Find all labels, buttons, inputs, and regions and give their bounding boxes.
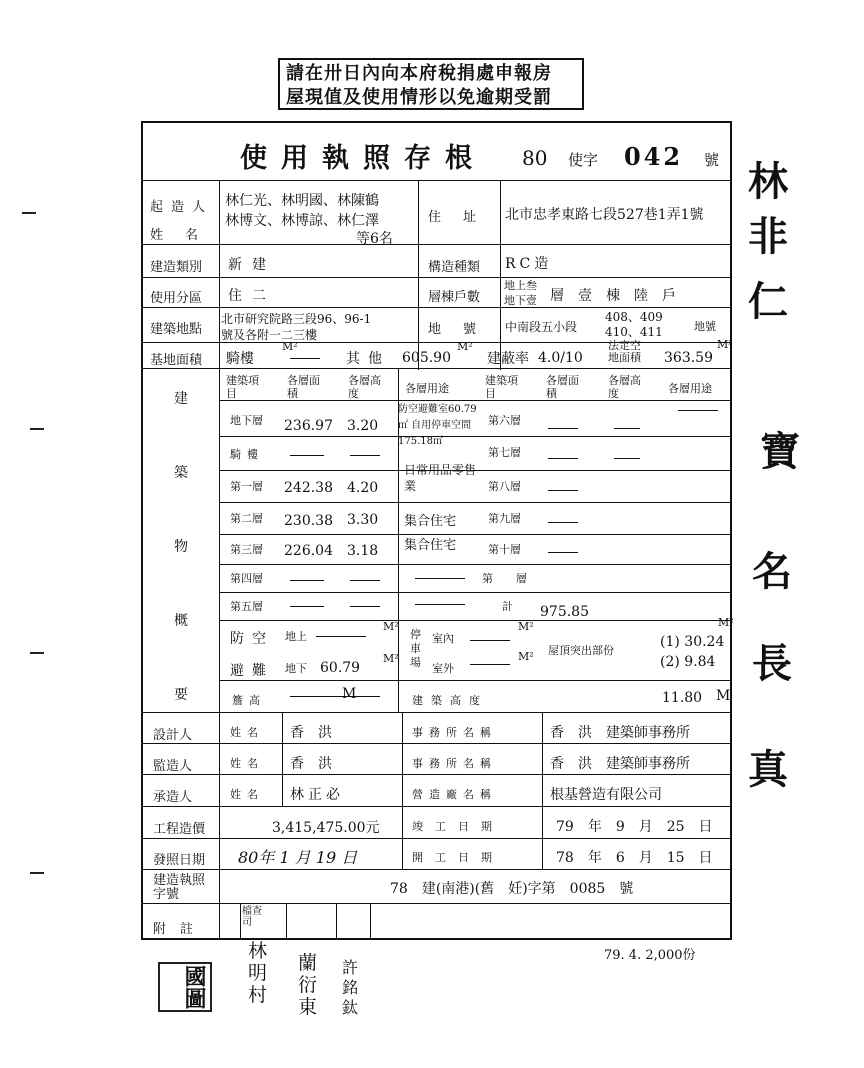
floor-2-height: 3.30 [347,512,379,528]
contractor-name-label: 姓名 [230,788,264,801]
contractor-firm-label: 營造廠名稱 [412,788,497,801]
total-area: 975.85 [540,604,589,620]
floor-arcade-area-blank [290,455,324,456]
section-char-3: 物 [174,539,188,555]
shelter-below-area: 60.79 [320,660,361,676]
sig-section: 蘭衍東 [298,952,318,1018]
floor-10: 第十層 [488,543,521,556]
rule-b6 [219,592,732,593]
shelter-label-2: 避難 [230,663,274,679]
contractor-label: 承造人 [153,790,193,805]
supervisor-name: 香 洪 [290,756,332,772]
contractor-firm: 根基營造有限公司 [550,787,662,803]
rule-header [141,180,732,181]
start-date: 78 年 6 月 15 日 [556,850,713,866]
floor-4-area-blank [290,580,324,581]
floor-basement: 地下層 [230,414,263,427]
floor-3: 第三層 [230,543,263,556]
sig-chief: 林明村 [248,940,268,1006]
parking-indoor-label: 室內 [432,632,454,645]
rule-sig-3 [336,903,337,938]
head-left-area: 各層面積 [287,374,320,400]
permit-type: 使字 [568,151,599,169]
total-label: 計 [502,600,513,613]
shelter-label-1: 防空 [230,631,274,647]
issue-date: 80年 1 月 19 日 [238,848,358,867]
edge-char-4: 寶 [760,428,800,475]
completion-label: 竣工日期 [412,820,504,833]
head-right-height: 各層高度 [608,374,641,400]
floor-6-use-blank [678,410,718,411]
sig-clerk: 許銘鈦 [342,958,359,1017]
edge-char-1: 林 [748,158,788,205]
rule-row2 [141,277,732,278]
section-char-2: 築 [174,465,188,481]
form-print-run: 79. 4. 2,000份 [604,948,696,963]
base-area-label: 基地面積 [150,353,203,368]
floor-2: 第二層 [230,512,263,525]
lot-section: 中南段五小段 [505,320,578,334]
rule-row9 [141,806,732,807]
eave-height-blank [290,696,380,697]
edge-char-7: 真 [748,746,788,793]
coverage-value: 4.0/10 [538,350,583,366]
permit-label: 建造執照字號 [153,873,206,902]
floor-7-height-blank [614,458,640,459]
builder-name-label: 姓名 [150,228,221,243]
margin-mark-1 [22,212,36,214]
designer-label: 設計人 [153,728,193,743]
floors-below: 地下壹 [504,294,537,307]
floor-7-area-blank [548,458,578,459]
parking-outdoor-label: 室外 [432,662,454,675]
address-value: 北市忠孝東路七段527巷1弄1號 [505,207,704,223]
contractor-name: 林正必 [290,787,344,803]
floor-2-use: 集合住宅 [404,514,457,529]
coverage-label: 建蔽率 [487,351,529,367]
floor-basement-use: 防空避難室60.79㎡ 自用停車空間175.18㎡ [398,404,477,447]
section-char-1: 建 [174,391,188,407]
structure-value: RC造 [505,256,553,272]
head-left-item: 建築項目 [226,374,259,400]
floor-4-height-blank [350,580,380,581]
floor-5-height-blank [350,606,380,607]
designer-name: 香 洪 [290,725,332,741]
rooftop-unit: M² [718,616,734,629]
floors-detail: 層 壹 棟 陸 戶 [550,288,676,304]
floor-5: 第五層 [230,600,263,613]
margin-mark-3 [30,652,44,654]
rule-row6 [141,712,732,713]
shelter-above-blank [316,636,366,637]
seal-stamp: 國圖 [158,962,212,1012]
permit-number: 042 [624,142,684,171]
supervisor-office-label: 事務所名稱 [412,757,497,770]
legal-open-label: 法定空地面積 [608,339,641,364]
parking-indoor-blank [470,640,510,641]
section-char-5: 要 [174,687,188,703]
site-line-1: 北市研究院路三段96、96-1 [221,312,372,326]
floor-3-use: 集合住宅 [404,538,457,553]
lot-suffix: 地號 [694,320,716,333]
rule-row8 [141,774,732,775]
rule-b7 [219,620,732,621]
cost-value: 3,415,475.00元 [272,820,380,836]
rule-sig-2 [286,903,287,938]
start-label: 開工日期 [412,851,504,864]
building-height-unit: M [716,688,731,704]
rule-b5 [219,564,732,565]
other-area: 605.90 [402,350,451,366]
floor-6: 第六層 [488,414,521,427]
designer-office: 香 洪 建築師事務所 [550,725,690,741]
notice-box [278,58,584,110]
floor-1-use: 日常用品零售業 [404,463,477,493]
parking-indoor-unit: M² [518,620,534,633]
floor-1: 第一層 [230,480,263,493]
floor-9: 第九層 [488,512,521,525]
structure-label: 構造種類 [428,260,481,275]
shelter-below-unit: M² [383,652,399,665]
floors-label: 層棟戶數 [428,290,481,305]
rule-row11 [141,869,732,870]
issue-label: 發照日期 [153,853,206,868]
shelter-above-unit: M² [383,620,399,633]
floor-8: 第八層 [488,480,521,493]
builder-line-3: 等6名 [356,231,393,247]
section-char-4: 概 [174,613,188,629]
floor-basement-area: 236.97 [284,418,333,434]
designer-name-label: 姓名 [230,726,264,739]
floor-6-height-blank [614,428,640,429]
form-title: 使用執照存根 [240,143,486,174]
floors-above: 地上叁 [504,279,537,292]
rule-row1 [141,244,732,245]
rooftop-1: (1) 30.24 [660,634,725,650]
shelter-below-label: 地下 [285,662,307,675]
head-right-use: 各層用途 [668,382,712,395]
other-label: 其他 [346,351,390,367]
margin-mark-4 [30,872,44,874]
head-left-use: 各層用途 [405,382,449,395]
floor-1-height: 4.20 [347,480,379,496]
rule-col-name [282,712,283,807]
rooftop-label: 屋頂突出部份 [548,644,614,657]
floor-9-area-blank [548,522,578,523]
other-unit: M² [457,340,473,353]
floor-3-area: 226.04 [284,543,333,559]
edge-char-2: 非 [748,213,788,260]
edge-char-6: 長 [752,640,792,687]
rule-row12 [141,903,732,904]
rule-row7 [141,743,732,744]
building-height: 11.80 [662,690,703,706]
rule-col-mid [418,180,419,370]
legal-open-unit: M² [717,338,733,351]
permit-ref: 78 建(南港)(舊 妊)字第 0085 號 [390,881,634,897]
floor-arcade: 騎樓 [230,448,264,461]
legal-open-area: 363.59 [664,350,713,366]
floor-1-area: 242.38 [284,480,333,496]
rule-building-head [219,400,732,401]
building-height-label: 建築高度 [412,694,488,707]
build-type-value: 新建 [228,257,276,273]
rule-row5 [141,368,732,369]
build-type-label: 建造類別 [150,260,203,275]
builder-line-2: 林博文、林博諒、林仁澤 [225,213,379,229]
head-right-item: 建築項目 [485,374,518,400]
parking-label: 停車場 [410,628,421,669]
floor-arcade-height-blank [350,455,380,456]
edge-char-5: 名 [752,548,792,595]
parking-outdoor-unit: M² [518,650,534,663]
builder-label: 起造人 [150,200,214,215]
notice-line-2: 屋現值及使用情形以免逾期受罰 [286,87,552,108]
floor-basement-height: 3.20 [347,418,379,434]
parking-outdoor-blank [470,664,510,665]
floor-4-use-blank [415,578,465,579]
head-right-area: 各層面積 [546,374,579,400]
address-label: 住址 [428,210,499,225]
rule-col-label [219,180,220,938]
floor-4: 第四層 [230,572,263,585]
supervisor-label: 監造人 [153,759,193,774]
rooftop-2: (2) 9.84 [660,654,716,670]
floor-8-area-blank [548,490,578,491]
margin-mark-2 [30,428,44,430]
rule-sig-1 [240,903,241,938]
zone-label: 使用分區 [150,291,203,306]
head-left-height: 各層高度 [348,374,381,400]
arcade-unit: M² [282,340,298,353]
supervisor-office: 香 洪 建築師事務所 [550,756,690,772]
lot-number-1: 408、409 [605,310,663,324]
rule-col-persons [402,712,403,869]
floor-5-area-blank [290,606,324,607]
edge-char-3: 仁 [748,278,788,325]
floor-2-area: 230.38 [284,513,333,529]
eave-height-label: 簷高 [232,694,266,707]
site-label: 建築地點 [150,322,203,337]
rule-b3 [219,502,732,503]
lot-number-2: 410、411 [605,325,663,339]
rule-row10 [141,838,732,839]
arcade-blank [290,358,320,359]
floor-10-area-blank [548,552,578,553]
designer-office-label: 事務所名稱 [412,726,497,739]
floor-5-use-blank [415,604,465,605]
shelter-above-label: 地上 [285,630,307,643]
site-line-2: 號及各附一二三樓 [221,328,318,342]
floor-blank: 第 層 [482,572,533,585]
rule-sig-4 [370,903,371,938]
notice-line-1: 請在卅日內向本府稅捐處申報房 [286,63,552,84]
builder-line-1: 林仁光、林明國、林陳鶴 [225,193,379,209]
cost-label: 工程造價 [153,822,206,837]
lot-label: 地號 [428,322,499,337]
eave-height-unit: M [342,686,357,702]
zone-value: 住二 [228,288,276,304]
rule-col-right [500,180,501,370]
note-label: 附註 [153,922,208,937]
sig-role-box: 檔查司 [242,906,262,928]
rule-b4 [219,534,732,535]
rule-b8 [219,680,732,681]
supervisor-name-label: 姓名 [230,757,264,770]
completion-date: 79 年 9 月 25 日 [556,819,713,835]
permit-year: 80 [522,146,548,170]
permit-suffix: 號 [704,151,720,169]
floor-7: 第七層 [488,446,521,459]
arcade-label: 騎樓 [226,351,254,367]
floor-6-area-blank [548,428,578,429]
floor-3-height: 3.18 [347,543,379,559]
rule-col-persons2 [542,712,543,869]
